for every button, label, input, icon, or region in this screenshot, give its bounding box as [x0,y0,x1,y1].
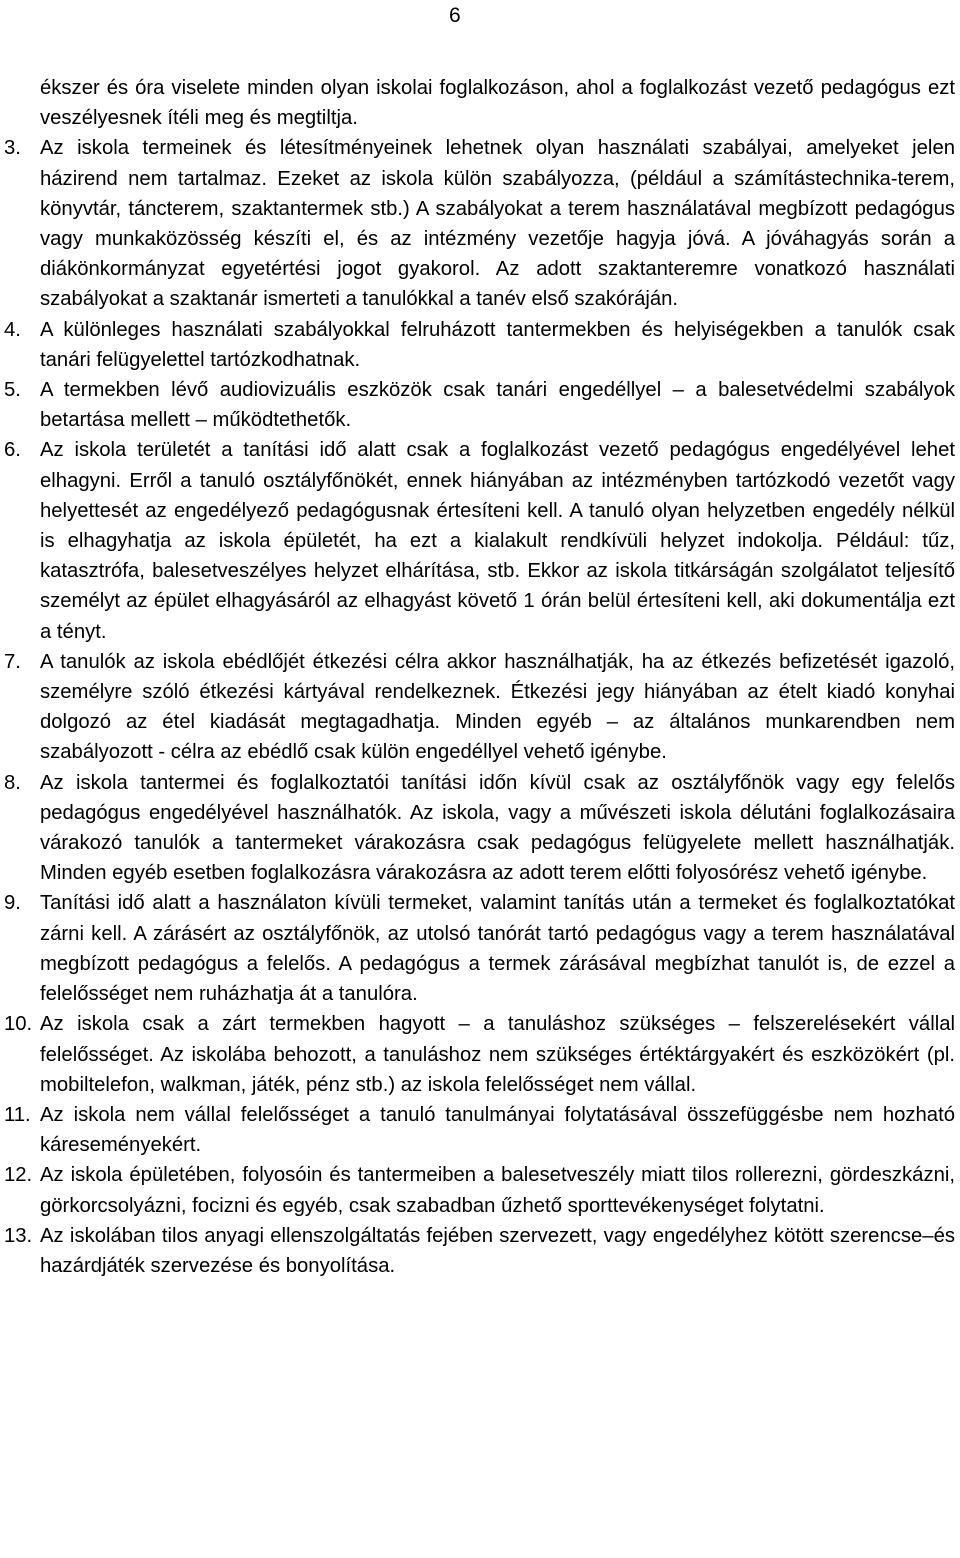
list-item-number: 6. [4,439,21,462]
list-item-7 [0,647,960,768]
list-item-number: 11. [4,1103,31,1126]
list-item-number: 7. [4,650,21,673]
list-item-text: Tanítási idő alatt a használaton kívüli termeket, valamint tanítás után a termeket és foglalkoztatókat zárni kell. A zárásért az osztályfőnök, az utolsó tanórát tartó pedagógus vagy a terem használatával megbízott pedagógus a felelős. A pedagógus a termek zárásával megbízhat tanulót is, de ezzel a felelősséget nem ruházhatja át a tanulóra. [40,892,955,1006]
list-item-number: 13. [4,1224,33,1247]
list-item-4 [0,315,960,375]
list-item-text: Az iskolában tilos anyagi ellenszolgáltatás fejében szervezett, vagy engedélyhez kötött szerencse–és hazárdjáték szervezése és bonyolítása. [40,1224,955,1277]
list-item-text: Az iskola termeinek és létesítményeinek lehetnek olyan használati szabályai, amelyeket jelen házirend nem tartalmaz. Ezeket az iskola külön szabályozza, (például a számítástechnika-terem, könyvtár, táncterem, szaktantermek stb.) A szabályokat a terem használatával megbízott pedagógus vagy munkaközösség készíti el, és az intézmény vezetője hagyja jóvá. A jóváhagyás során a diákönkormányzat egyetértési jogot gyakorol. Az adott szaktanteremre vonatkozó használati szabályokat a szaktanár ismerteti a tanulókkal a tanév első szakóráján. [40,137,955,311]
list-item-text: A különleges használati szabályokkal felruházott tantermekben és helyiségekben a tanulók csak tanári felügyelettel tartózkodhatnak. [40,318,955,371]
list-item-number: 9. [4,892,21,915]
list-item-number: 3. [4,137,21,160]
list-item-number: 8. [4,771,21,794]
list-item-12 [0,1160,960,1220]
list-item-3 [0,133,960,314]
list-item-9 [0,888,960,1009]
page-number: 6 [449,4,461,27]
list-item-6 [0,435,960,646]
list-item-text: Az iskola nem vállal felelősséget a tanuló tanulmányai folytatásával összefüggésbe nem hozható káreseményekért. [40,1103,955,1157]
list-item-text: Az iskola csak a zárt termekben hagyott – a tanuláshoz szükséges – felszerelésekért vállal felelősséget. Az iskolába behozott, a tanuláshoz nem szükséges értéktárgyakért és eszközökért (pl. mobiltelefon, walkman, játék, pénz stb.) az iskola felelősséget nem vállal. [40,1013,955,1096]
list-item-number: 4. [4,318,21,341]
list-item-5 [0,375,960,435]
list-item-number: 10. [4,1013,33,1036]
document-body [0,73,960,1281]
list-item-number: 12. [4,1164,33,1187]
list-item-continuation [0,73,960,133]
list-item-text: A tanulók az iskola ebédlőjét étkezési célra akkor használhatják, ha az étkezés befizetését igazoló, személyre szóló étkezési kártyával rendelkeznek. Étkezési jegy hiányában az ételt kiadó konyhai dolgozó az étel kiadását megtagadhatja. Minden egyéb – az általános munkarendben nem szabályozott - célra az ebédlő csak külön engedéllyel vehető igénybe. [40,650,955,764]
list-item-10 [0,1009,960,1100]
list-item-13 [0,1221,960,1281]
list-item-text: Az iskola területét a tanítási idő alatt csak a foglalkozást vezető pedagógus engedélyével lehet elhagyni. Erről a tanuló osztályfőnökét, ennek hiányában az intézményben tartózkodó vezetőt vagy helyettesét az engedélyező pedagógusnak értesíteni kell. A tanuló olyan helyzetben engedély nélkül is elhagyhatja az iskola épületét, ha ezt a kialakult rendkívüli helyzet indokolja. Például: tűz, katasztrófa, balesetveszélyes helyzet elhárítása, stb. Ekkor az iskola titkárságán szolgálatot teljesítő személyt az épület elhagyásáról az elhagyást követő 1 órán belül értesíteni kell, aki dokumentálja ezt a tényt. [40,439,955,643]
list-item-number: 5. [4,379,21,402]
list-item-text: A termekben lévő audiovizuális eszközök csak tanári engedéllyel – a balesetvédelmi szabályok betartása mellett – működtethetők. [40,379,955,432]
list-item-8 [0,768,960,889]
list-item-text: Az iskola tantermei és foglalkoztatói tanítási időn kívül csak az osztályfőnök vagy egy felelős pedagógus engedélyével használhatók. Az iskola, vagy a művészeti iskola délutáni foglalkozásaira várakozó tanulók a tantermeket várakozásra csak pedagógus felügyelete mellett használhatják. Minden egyéb esetben foglalkozásra várakozásra az adott terem előtti folyosórész vehető igénybe. [40,771,955,885]
list-item-11 [0,1100,960,1160]
list-item-text: Az iskola épületében, folyosóin és tantermeiben a balesetveszély miatt tilos rollerezni, gördeszkázni, görkorcsolyázni, focizni és egyéb, csak szabadban űzhető sporttevékenységet folytatni. [40,1164,955,1217]
list-item-text: ékszer és óra viselete minden olyan iskolai foglalkozáson, ahol a foglalkozást vezető pedagógus ezt veszélyesnek ítéli meg és megtiltja. [40,77,955,130]
